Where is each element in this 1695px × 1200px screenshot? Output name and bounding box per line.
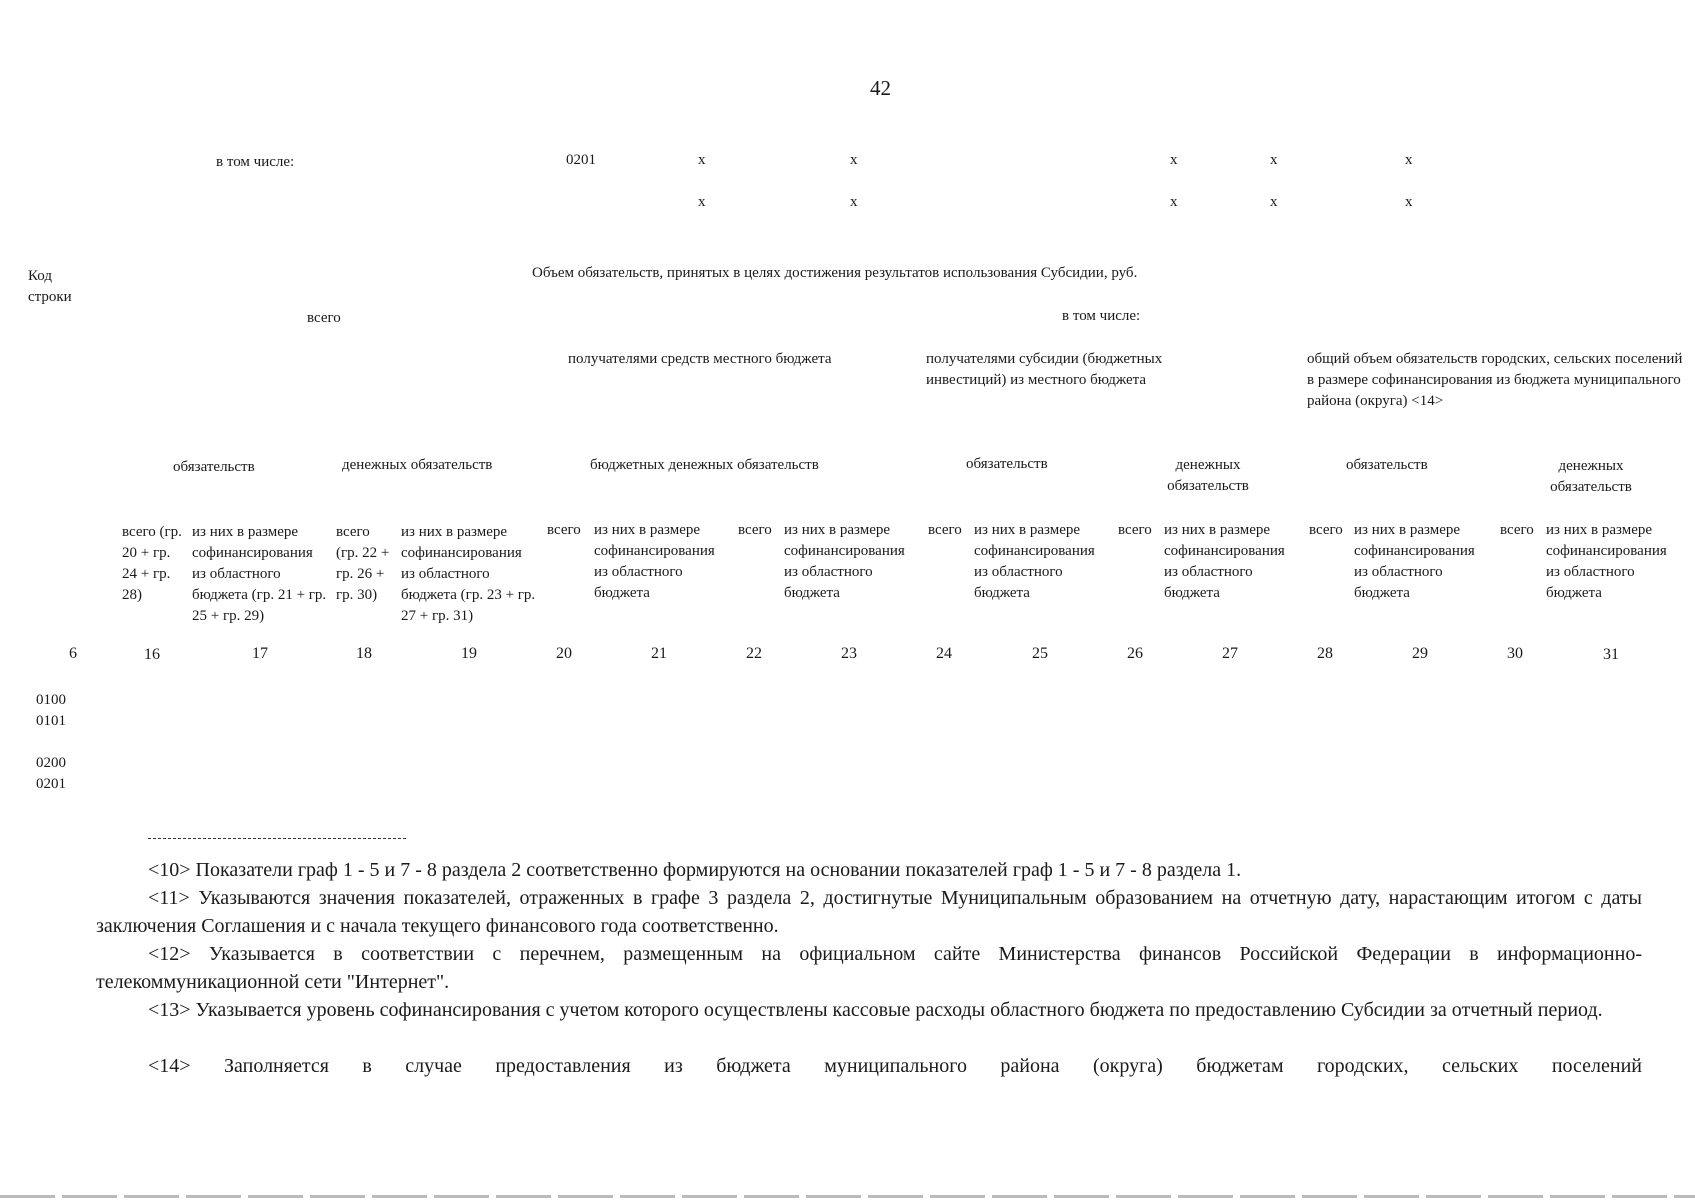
x-mark: x — [1170, 194, 1178, 210]
row-code: 0100 — [36, 692, 66, 708]
header-col-27: из них в размере софинансирования из областного бюджета — [1164, 522, 1285, 601]
header-group-local-budget: получателями средств местного бюджета — [568, 351, 832, 367]
footnote-12: <12> Указывается в соответствии с перечнем, размещенным на официальном сайте Министерства финансов Российской Федерации в информационно-телекоммуникационной сети "Интернет". — [96, 943, 1642, 993]
header-col-31: из них в размере софинансирования из областного бюджета — [1546, 522, 1667, 601]
header-group-settlements: общий объем обязательств городских, сельских поселений в размере софинансирования из бюджета муниципального района (округа) <14> — [1307, 351, 1683, 409]
column-number: 28 — [1317, 645, 1333, 662]
x-mark: x — [850, 152, 858, 168]
header-obligations: обязательств — [966, 456, 1048, 472]
header-col-26: всего — [1118, 522, 1152, 538]
header-col-29: из них в размере софинансирования из областного бюджета — [1354, 522, 1475, 601]
x-mark: x — [1405, 194, 1413, 210]
footnote-13: <13> Указывается уровень софинансирования с учетом которого осуществлены кассовые расходы областного бюджета по предоставлению Субсидии за отчетный период. — [148, 999, 1603, 1021]
header-col-23: из них в размере софинансирования из областного бюджета — [784, 522, 905, 601]
x-mark: x — [698, 194, 706, 210]
row-code: 0201 — [36, 776, 66, 792]
column-number: 24 — [936, 645, 952, 662]
page-number: 42 — [870, 76, 891, 100]
header-col-22: всего — [738, 522, 772, 538]
column-number: 26 — [1127, 645, 1143, 662]
header-obligations: обязательств — [1346, 457, 1428, 473]
row-code: 0101 — [36, 713, 66, 729]
x-mark: x — [1270, 194, 1278, 210]
column-number: 19 — [461, 645, 477, 662]
header-col-28: всего — [1309, 522, 1343, 538]
column-number: 16 — [144, 646, 160, 663]
header-money-obligations: денежных обязательств — [342, 457, 493, 473]
column-number: 25 — [1032, 645, 1048, 662]
column-number: 22 — [746, 645, 762, 662]
footnote-10: <10> Показатели граф 1 - 5 и 7 - 8 раздела 2 соответственно формируются на основании показателей граф 1 - 5 и 7 - 8 раздела 1. — [148, 859, 1242, 881]
header-col-16: всего (гр. 20 + гр. 24 + гр. 28) — [122, 524, 182, 603]
x-mark: x — [1405, 152, 1413, 168]
column-number: 21 — [651, 645, 667, 662]
scan-edge — [0, 1195, 1695, 1198]
column-number: 23 — [841, 645, 857, 662]
header-vsego: всего — [307, 310, 341, 326]
x-mark: x — [850, 194, 858, 210]
column-number: 17 — [252, 645, 268, 662]
footnote-14: <14> Заполняется в случае предоставления из бюджета муниципального района (округа) бюджетам городских, сельских поселений — [148, 1055, 1642, 1077]
header-budget-money-obligations: бюджетных денежных обязательств — [590, 457, 819, 473]
header-col-20: всего — [547, 522, 581, 538]
row-code: 0200 — [36, 755, 66, 771]
column-number: 30 — [1507, 645, 1523, 662]
header-col-17: из них в размере софинансирования из областного бюджета (гр. 21 + гр. 25 + гр. 29) — [192, 524, 327, 624]
row-code: 0201 — [566, 152, 596, 168]
column-number: 6 — [69, 645, 77, 662]
column-number: 18 — [356, 645, 372, 662]
column-number: 20 — [556, 645, 572, 662]
header-group-subsidy: получателями субсидии (бюджетных инвестиций) из местного бюджета — [926, 351, 1163, 388]
row-label-v-tom-chisle: в том числе: — [216, 154, 295, 170]
x-mark: x — [1270, 152, 1278, 168]
column-number: 29 — [1412, 645, 1428, 662]
header-obligations: обязательств — [173, 459, 255, 475]
header-col-24: всего — [928, 522, 962, 538]
header-col-30: всего — [1500, 522, 1534, 538]
header-money-obligations: денежных обязательств — [1550, 458, 1632, 495]
header-v-tom-chisle: в том числе: — [1062, 308, 1141, 324]
column-number: 27 — [1222, 645, 1238, 662]
header-col-21: из них в размере софинансирования из областного бюджета — [594, 522, 715, 601]
header-col-18: всего (гр. 22 + гр. 26 + гр. 30) — [336, 524, 390, 603]
header-money-obligations: денежных обязательств — [1167, 457, 1249, 494]
footnote-separator — [148, 838, 406, 839]
header-col-25: из них в размере софинансирования из областного бюджета — [974, 522, 1095, 601]
header-kod-stroki: Код строки — [28, 268, 72, 305]
header-title: Объем обязательств, принятых в целях достижения результатов использования Субсидии, руб. — [532, 265, 1138, 281]
footnote-11: <11> Указываются значения показателей, отраженных в графе 3 раздела 2, достигнутые Муниципальным образованием на отчетную дату, нарастающим итогом с даты заключения Соглашения и с начала текущего финансового года соответственно. — [96, 887, 1642, 937]
x-mark: x — [698, 152, 706, 168]
column-number: 31 — [1603, 646, 1619, 663]
header-col-19: из них в размере софинансирования из областного бюджета (гр. 23 + гр. 27 + гр. 31) — [401, 524, 536, 624]
x-mark: x — [1170, 152, 1178, 168]
